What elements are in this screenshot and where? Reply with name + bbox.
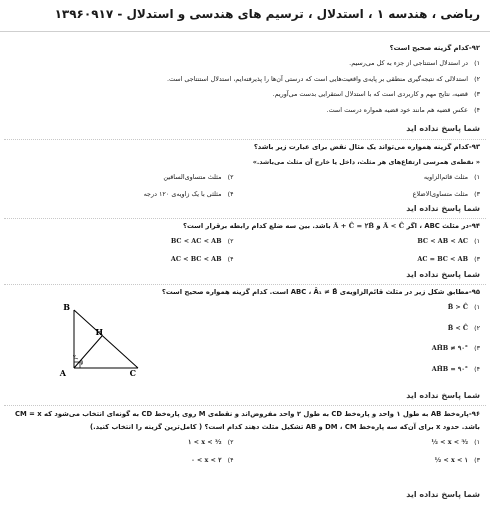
divider <box>4 139 486 140</box>
option-number: ۲) <box>474 74 480 83</box>
option-1[interactable] <box>252 237 480 246</box>
option-text: مثلث متساوی‌الساقین <box>163 172 222 181</box>
option-text: B̂ > Ĉ <box>447 303 468 312</box>
option-text: مثلث متساوی‌الاضلاع <box>412 190 468 199</box>
stem-text: باشد. بین سه ضلع کدام رابطه برقرار است؟ <box>183 222 331 230</box>
option-text: BC < AC < AB <box>170 237 222 246</box>
option-text: AC = BC < AB <box>417 254 468 263</box>
option-text: در استدلال استنتاجی از جزء به کل می‌رسیم. <box>349 59 468 68</box>
option-number: ۳) <box>474 90 480 99</box>
option-text: AC < BC < AB <box>170 254 222 263</box>
option-text: B̂ < Ĉ <box>447 323 468 332</box>
question-stem-2: باشد. حدود x برای آن‌که سه پاره‌خط DM ، CM و AB تشکیل مثلث دهند کدام است؟ ( کامل‌ترین گزینه را انتخاب کنید.) <box>89 423 480 432</box>
page-title: ریاضی ، هندسه ۱ ، استدلال ، ترسیم های هندسی و استدلال - ۱۳۹۶۰۹۱۷ <box>54 7 480 21</box>
question-statement: « نقطه‌ی همرسی ارتفاع‌های هر مثلث، داخل یا خارج آن مثلث می‌باشد.» <box>252 158 480 167</box>
question-stem <box>6 222 480 231</box>
divider <box>4 405 486 406</box>
option-4[interactable] <box>6 106 480 115</box>
option-number: ۴) <box>227 254 234 263</box>
option-number: ۴) <box>474 106 480 115</box>
option-number: ۴) <box>227 455 234 464</box>
option-number: ۱) <box>474 438 480 447</box>
option-3[interactable] <box>6 90 480 99</box>
option-3[interactable] <box>360 344 480 353</box>
option-2[interactable] <box>360 324 480 333</box>
option-4[interactable] <box>360 365 480 374</box>
question-94 <box>6 222 480 272</box>
option-text: مثلث قائم‌الزاویه <box>423 172 468 181</box>
option-number: ۳) <box>474 455 480 464</box>
question-93 <box>6 143 480 208</box>
option-text: عکس قضیه هم مانند خود قضیه همواره درست است. <box>326 106 468 115</box>
option-number: ۳) <box>474 344 480 353</box>
answer-status: شما پاسخ نداده اید <box>406 391 480 400</box>
option-2[interactable] <box>6 237 234 246</box>
option-2[interactable] <box>6 75 480 84</box>
page-header <box>0 0 490 32</box>
option-number: ۲) <box>227 438 234 447</box>
option-1[interactable] <box>360 303 480 312</box>
answer-status: شما پاسخ نداده اید <box>406 204 480 213</box>
option-number: ۲) <box>227 172 234 181</box>
condition-math: Â < Ĉ <box>383 222 405 230</box>
option-4[interactable] <box>6 255 234 264</box>
question-stem: ۹۳-کدام گزینه همواره می‌تواند یک مثال نقض برای عبارت زیر باشد؟ <box>253 143 480 151</box>
condition-math: Â + Ĉ = ۲B̂ <box>333 222 375 230</box>
option-text: AĤB ≠ ۹۰° <box>431 344 468 353</box>
label-c: C <box>129 368 136 378</box>
option-number: ۱) <box>474 303 480 312</box>
option-4[interactable] <box>6 190 234 199</box>
label-a: A <box>59 368 66 378</box>
question-stem: ۹۵-مطابق شکل زیر در مثلث قائم‌الزاویه‌ی ABC ، Â₁ ≠ B̂ است. کدام گزینه همواره صحیح است؟ <box>161 288 480 296</box>
divider <box>4 218 486 219</box>
stem-text: ۹۴-در مثلث ABC ، اگر <box>406 222 480 230</box>
option-text: ½ < x < ۱ <box>434 455 468 464</box>
divider <box>4 284 486 285</box>
option-3[interactable] <box>252 190 480 199</box>
option-number: ۲) <box>227 237 234 246</box>
option-text: استدلالی که نتیجه‌گیری منطقی بر پایه‌ی واقعیت‌هایی است که درستی آن‌ها را پذیرفته‌ایم، استدلال استنتاجی است. <box>166 74 468 83</box>
option-number: ۱) <box>474 237 480 246</box>
option-2[interactable] <box>6 173 234 182</box>
option-text: AĤB = ۹۰° <box>431 365 468 374</box>
option-text: ۰ < x < ۲ <box>191 455 222 464</box>
option-number: ۱) <box>474 172 480 181</box>
question-96 <box>6 410 480 474</box>
answer-status: شما پاسخ نداده اید <box>406 270 480 279</box>
option-number: ۳) <box>474 254 480 263</box>
option-text: قضیه، نتایج مهم و کاربردی است که با استدلال استقرایی بدست می‌آوریم. <box>272 90 468 99</box>
option-1[interactable] <box>6 59 480 68</box>
option-4[interactable] <box>6 456 234 465</box>
angle-label-1: ۱ <box>80 359 84 366</box>
option-2[interactable] <box>6 438 234 447</box>
option-text: ۱ < x < ³⁄₂ <box>187 438 222 447</box>
option-text: ½ < x < ³⁄₂ <box>431 438 468 447</box>
option-3[interactable] <box>252 255 480 264</box>
option-number: ۴) <box>227 190 234 199</box>
label-h: H <box>95 327 103 337</box>
triangle-figure <box>56 302 156 380</box>
option-3[interactable] <box>252 456 480 465</box>
answer-status: شما پاسخ نداده اید <box>406 124 480 133</box>
angle-label-2: ۲ <box>72 354 76 361</box>
option-text: مثلثی با یک زاویه‌ی ۱۲۰ درجه <box>143 190 222 199</box>
question-92 <box>6 44 480 122</box>
option-1[interactable] <box>252 438 480 447</box>
answer-status: شما پاسخ نداده اید <box>406 490 480 499</box>
option-number: ۲) <box>474 323 480 332</box>
label-b: B <box>63 302 70 312</box>
option-text: BC < AB < AC <box>417 237 468 246</box>
option-number: ۱) <box>474 59 480 68</box>
stem-text: و <box>376 222 381 230</box>
option-1[interactable] <box>252 173 480 182</box>
question-stem: ۹۶-پاره‌خط AB به طول ۱ واحد و پاره‌خط CD به طول ۲ واحد مفروض‌اند و نقطه‌ی M روی پاره‌خط CD به گونه‌ای انتخاب می‌شود که CM = x <box>15 410 480 418</box>
option-number: ۳) <box>474 190 480 199</box>
option-number: ۴) <box>474 365 480 374</box>
question-stem: ۹۲-کدام گزینه صحیح است؟ <box>389 44 480 52</box>
